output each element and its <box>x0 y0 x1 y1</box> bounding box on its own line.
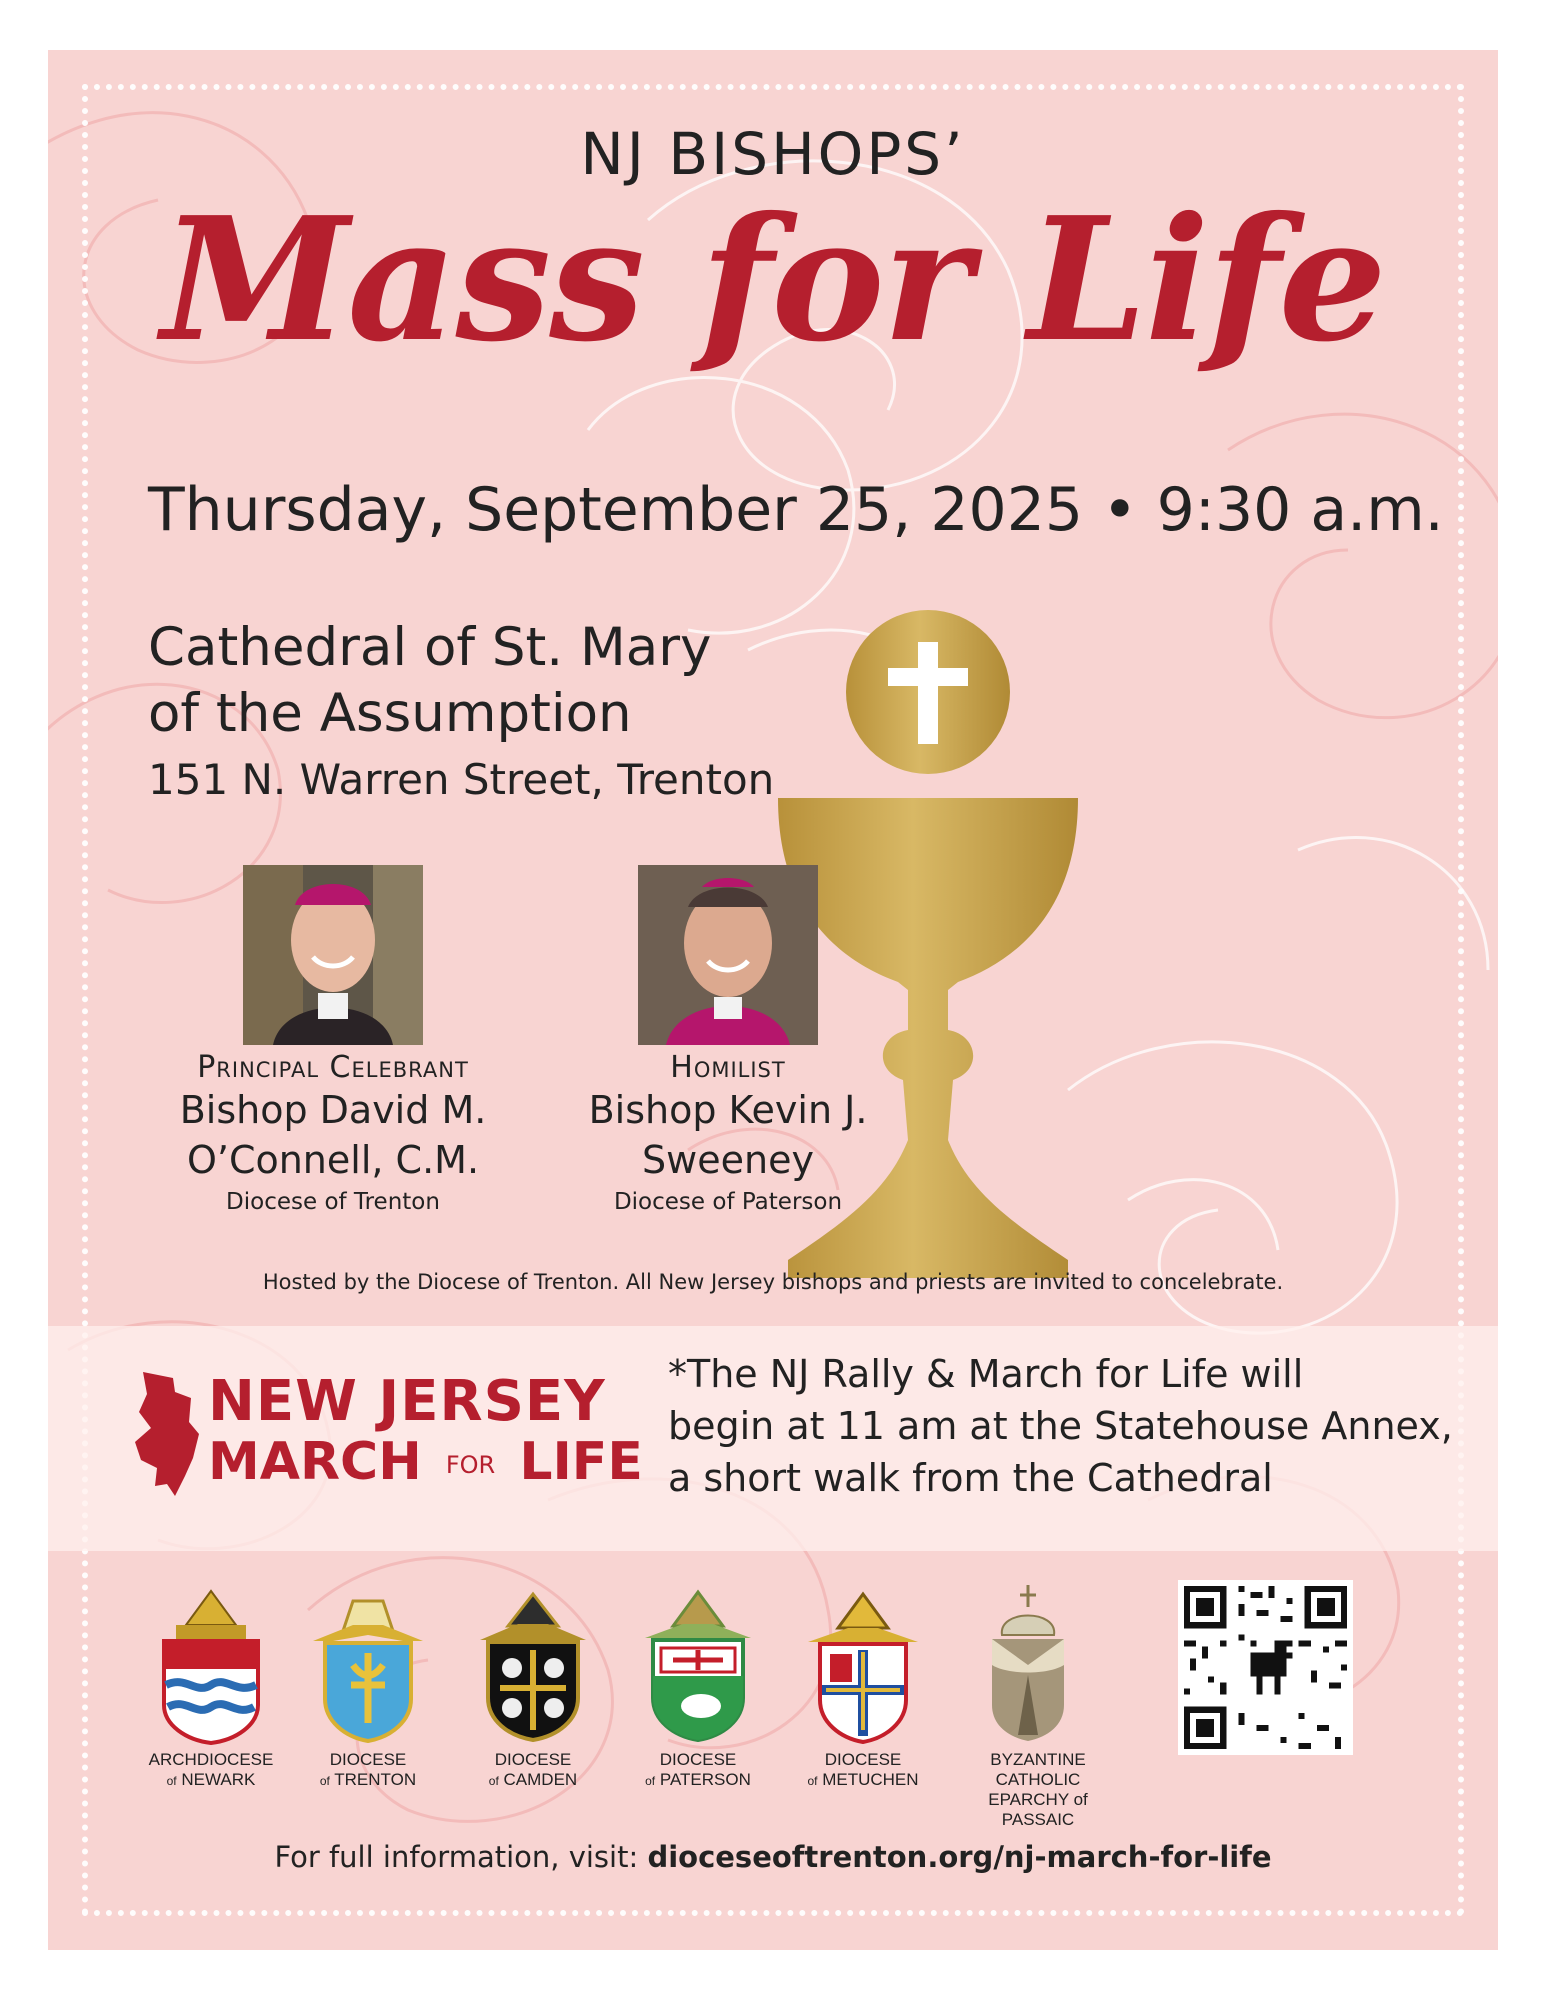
venue-address: 151 N. Warren Street, Trenton <box>148 755 775 804</box>
bishop-oconnell-photo <box>243 865 423 1045</box>
crest-newark-line-1: ARCHDIOCESE <box>148 1750 274 1769</box>
celebrant-name-line-1: Bishop David M. <box>179 1088 487 1132</box>
rally-line-3: a short walk from the Cathedral <box>668 1456 1273 1500</box>
celebrant-card-1 <box>148 1050 518 1215</box>
crest-label-passaic <box>953 1750 1123 1830</box>
new-jersey-map-icon <box>133 1372 203 1500</box>
bishop-sweeney-photo <box>638 865 818 1045</box>
crest-newark-line-2: of NEWARK <box>166 1770 256 1789</box>
newark-crest <box>156 1585 266 1745</box>
crest-camden-line-2: of CAMDEN <box>488 1770 578 1789</box>
nj-logo-line-1: NEW JERSEY <box>208 1369 606 1434</box>
crest-paterson-line-2: of PATERSON <box>645 1770 751 1789</box>
trenton-crest <box>313 1595 423 1745</box>
crest-metuchen-line-2: of METUCHEN <box>807 1770 919 1789</box>
crest-label-trenton <box>293 1750 443 1791</box>
venue-line-1: Cathedral of St. Mary <box>148 617 712 678</box>
celebrant-diocese: Diocese of Trenton <box>226 1189 440 1215</box>
footer-info <box>48 1840 1498 1874</box>
metuchen-crest <box>808 1590 918 1745</box>
nj-logo-for: FOR <box>445 1451 496 1479</box>
celebrant-name-line-2: O’Connell, C.M. <box>186 1138 480 1182</box>
crest-camden-line-1: DIOCESE <box>494 1750 572 1769</box>
footer-prefix: For full information, visit: <box>274 1840 648 1874</box>
event-datetime: Thursday, September 25, 2025 • 9:30 a.m. <box>148 475 1444 545</box>
celebrant-card-2 <box>543 1050 913 1215</box>
poster <box>48 50 1498 1950</box>
venue-name <box>148 615 848 747</box>
paterson-crest <box>643 1588 753 1745</box>
camden-crest <box>478 1590 588 1745</box>
nj-logo-life: LIFE <box>519 1432 643 1492</box>
qr-code[interactable] <box>1178 1580 1353 1755</box>
nj-logo-line-2 <box>208 1432 668 1495</box>
nj-march-logo <box>208 1369 668 1495</box>
crest-trenton-line-1: DIOCESE <box>329 1750 407 1769</box>
crest-passaic-line-1: BYZANTINE CATHOLIC <box>990 1750 1086 1789</box>
celebrant-role: Principal Celebrant <box>197 1050 469 1085</box>
heading-nj-bishops: NJ BISHOPS’ <box>580 120 966 188</box>
crest-passaic-line-2: EPARCHY of PASSAIC <box>988 1790 1088 1829</box>
passaic-eparchy-crest <box>978 1585 1078 1745</box>
hosted-note: Hosted by the Diocese of Trenton. All New Jersey bishops and priests are invited to concelebrate. <box>262 1270 1284 1294</box>
crest-label-newark <box>136 1750 286 1791</box>
crest-label-camden <box>458 1750 608 1791</box>
crest-paterson-line-1: DIOCESE <box>659 1750 737 1769</box>
rally-line-2: begin at 11 am at the Statehouse Annex, <box>668 1404 1453 1448</box>
homilist-diocese: Diocese of Paterson <box>613 1189 843 1215</box>
venue-line-2: of the Assumption <box>148 683 632 744</box>
rally-line-1: *The NJ Rally & March for Life will <box>668 1352 1304 1396</box>
homilist-name-line-1: Bishop Kevin J. <box>588 1088 868 1132</box>
crest-trenton-line-2: of TRENTON <box>319 1770 417 1789</box>
crest-label-paterson <box>623 1750 773 1791</box>
nj-logo-march: MARCH <box>208 1432 422 1492</box>
crest-label-metuchen <box>788 1750 938 1791</box>
rally-note <box>668 1348 1468 1504</box>
homilist-name-line-2: Sweeney <box>642 1138 814 1182</box>
footer-url-link[interactable]: dioceseoftrenton.org/nj-march-for-life <box>647 1840 1272 1874</box>
homilist-role: Homilist <box>670 1050 786 1085</box>
heading-mass-for-life: Mass for Life <box>161 180 1385 380</box>
crest-metuchen-line-1: DIOCESE <box>824 1750 902 1769</box>
